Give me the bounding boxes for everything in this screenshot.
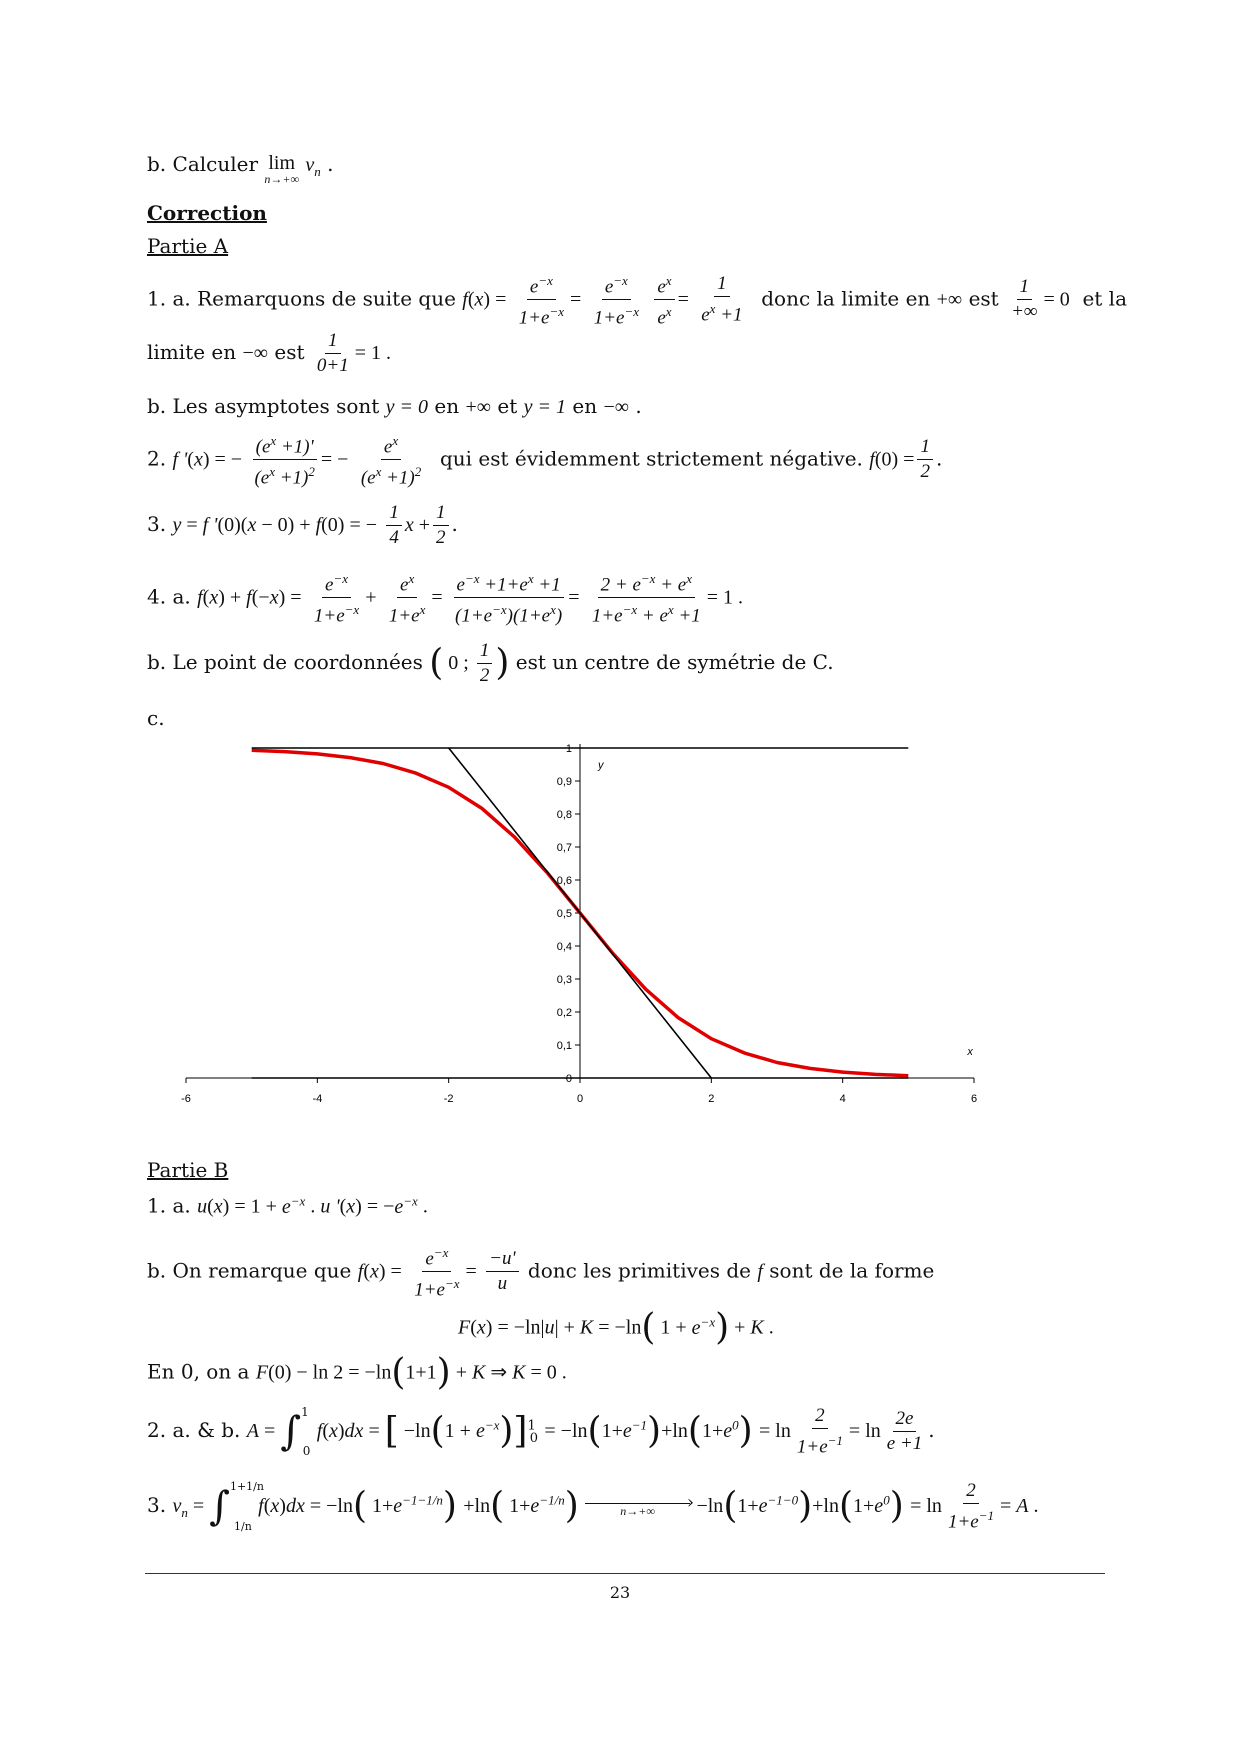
- y-tick-label: 0,5: [556, 908, 572, 920]
- y-axis-label: y: [598, 759, 604, 772]
- y-tick-label: 1: [565, 743, 572, 755]
- a1a-cont: limite en −∞ est $\frac{1}{0+1}$ = 1 .: [147, 330, 391, 376]
- x-tick-label: -4: [312, 1093, 323, 1105]
- x-tick-label: 2: [708, 1093, 715, 1105]
- partie-b-heading: Partie B: [147, 1158, 229, 1182]
- b2-line: 2. a. & b. A = ∫$^1$0 f(x)dx = [ $-\ln(1 + e^{-x})]^1_0 = -\ln(1+e^{-1})+\ln(1+e^0) = \ln$ $\frac{2}{1+e^{-1}}$ = ln $\frac{2e}{e +1}$ .: [147, 1405, 935, 1459]
- x-tick-label: 0: [576, 1093, 584, 1105]
- y-tick-label: 0,6: [556, 875, 572, 887]
- a1a-line: 1. a. Remarquons de suite que f(x) = $\frac{e^{-x}}{1+e^{-x}}$ = $\frac{e^{-x}}{1+e^{-x}}$ $\frac{e^x}{e^x}$ = $\frac{1}{e^x +1}$ donc la limite en +∞ est $\frac{1}{+\infty}$ = 0 et la: [147, 270, 1127, 330]
- x-tick-label: -6: [181, 1093, 191, 1105]
- a1b-line: b. Les asymptotes sont y = 0 en +∞ et y = 1 en −∞ .: [147, 394, 642, 418]
- b-en0-line: En 0, on a F(0) − ln 2 = −ln(1+1) + K ⇒ K = 0 .: [147, 1352, 567, 1393]
- x-axis-label: x: [967, 1045, 973, 1058]
- b1b-line: b. On remarque que f(x) = $\frac{e^{-x}}{1+e^{-x}}$ = $\frac{-u'}{u}$ donc les primitives de f sont de la forme: [147, 1242, 934, 1302]
- y-tick-label: 0,8: [556, 809, 572, 821]
- b1a-line: 1. a. $u(x) = 1 + e^{-x}$ . u '$(x) = -e^{-x}$ .: [147, 1193, 428, 1218]
- curve-f: [252, 750, 909, 1075]
- b-primitive: F(x) = −ln|u| + K = −ln( $1 + e^{-x}) + K$ .: [458, 1307, 774, 1348]
- b3-line: 3. $v_n = \int^{1+1/n}1/n$ f(x)dx = −ln( $1+e^{-1-1/n}) +\ln$( $1+e^{-1/n}$) › n→+∞ $-\ln(1+e^{-1-0})+\ln(1+e^0) = \ln$ $\frac{2}{1+e^{-1}}$ = A .: [147, 1480, 1038, 1533]
- x-tick-label: -2: [443, 1093, 454, 1105]
- y-tick-label: 0: [565, 1073, 572, 1085]
- y-tick-label: 0,3: [556, 974, 572, 986]
- x-tick-label: 4: [839, 1093, 846, 1105]
- footer-rule: [145, 1573, 1105, 1574]
- y-tick-label: 0,2: [556, 1007, 572, 1019]
- a3-line: 3. y = f '(0)(x − 0) + f(0) = − $\frac{1}{4}$ x + $\frac{1}{2}$ .: [147, 502, 458, 548]
- y-tick-label: 0,1: [556, 1040, 572, 1052]
- a4b-line: b. Le point de coordonnées ( 0 ; $\frac{1}{2}$ ) est un centre de symétrie de C.: [147, 640, 834, 686]
- a4a-line: 4. a. f(x) + f(−x) = $\frac{e^{-x}}{1+e^{-x}}$ + $\frac{e^x}{1+e^x}$ = $\frac{e^{-x} +1+e^x +1}{(1+e^{-x})(1+e^x)}$ = $\frac{2 + e^{-x} + e^x}{1+e^{-x} + e^x +1}$ = 1 .: [147, 568, 743, 628]
- a4c-label: c.: [147, 706, 165, 730]
- y-tick-label: 0,4: [556, 941, 572, 953]
- a2-line: 2. f '(x) = − $\frac{(e^x +1)'}{(e^x +1)^2}$ = − $\frac{e^x}{(e^x +1)^2}$ qui est évidemment strictement négative. f(0) = $\frac{1}{2}$ .: [147, 430, 942, 490]
- y-tick-label: 0,9: [556, 776, 572, 788]
- correction-title: Correction: [147, 201, 267, 225]
- x-tick-label: 6: [970, 1093, 978, 1105]
- partie-a-heading: Partie A: [147, 234, 229, 258]
- tangent-line: [449, 748, 712, 1078]
- page-number: 23: [609, 1583, 631, 1602]
- question-b: b. Calculer lim n→+∞ $v_n$ .: [147, 152, 334, 186]
- limit: lim n→+∞: [264, 152, 300, 186]
- y-tick-label: 0,7: [556, 842, 572, 854]
